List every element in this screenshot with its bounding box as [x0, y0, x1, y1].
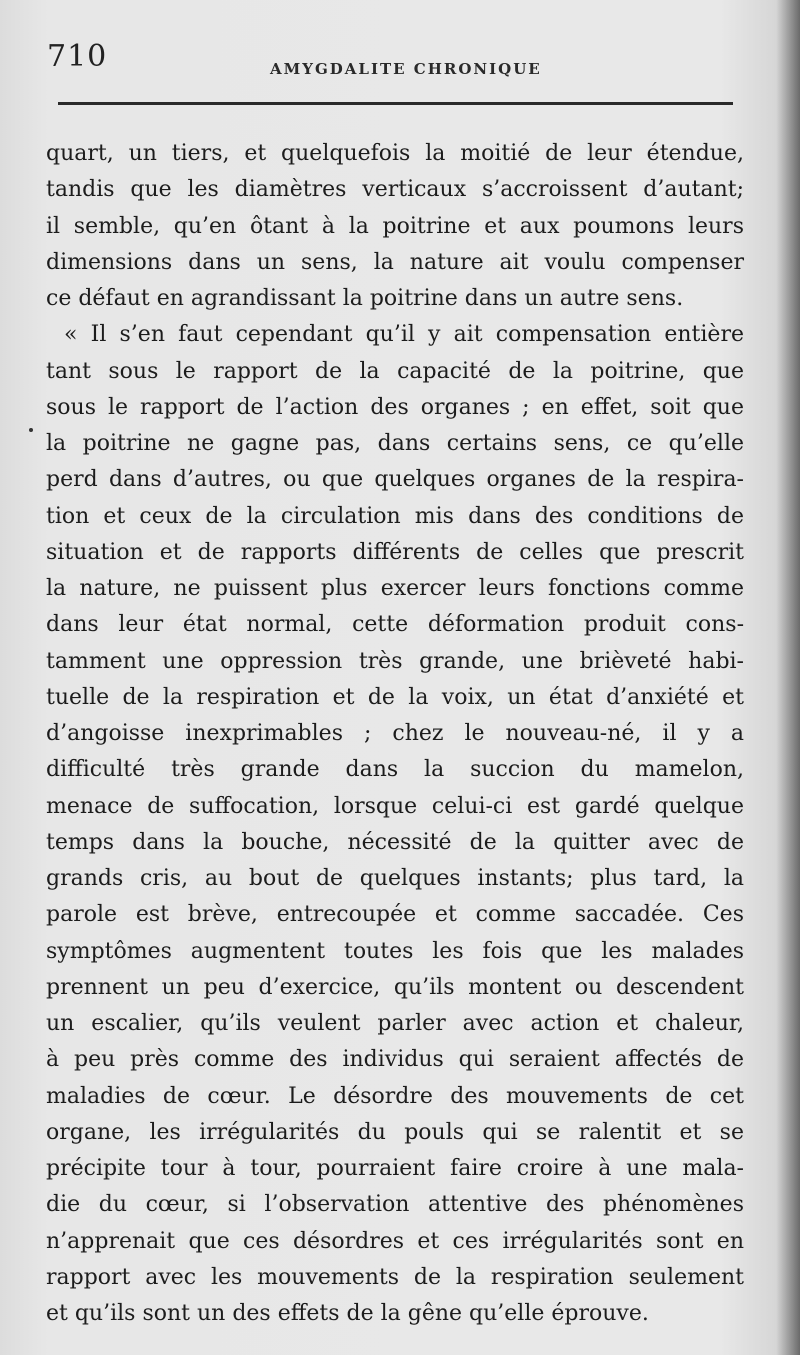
text-line: grands cris, au bout de quelques instants; plus tard, la	[46, 866, 744, 891]
text-line: ce défaut en agrandissant la poitrine dans un autre sens.	[46, 286, 684, 311]
text-line: maladies de cœur. Le désordre des mouvements de cet	[46, 1083, 744, 1109]
text-line: « Il s’en faut cependant qu’il y ait compensation entière	[64, 322, 744, 348]
text-line: parole est brève, entrecoupée et comme saccadée. Ces	[46, 902, 744, 928]
text-line: prennent un peu d’exercice, qu’ils montent ou descendent	[46, 974, 744, 1000]
text-line: temps dans la bouche, nécessité de la quitter avec de	[46, 829, 744, 855]
text-line: difficulté très grande dans la succion du mamelon,	[46, 757, 744, 783]
text-line: d’angoisse inexprimables ; chez le nouveau-né, il y a	[46, 721, 744, 746]
ink-speck	[29, 428, 33, 432]
text-line: n’apprenait que ces désordres et ces irrégularités sont en	[46, 1228, 744, 1254]
text-line: la poitrine ne gagne pas, dans certains sens, ce qu’elle	[46, 431, 744, 456]
text-line: la nature, ne puissent plus exercer leurs fonctions comme	[46, 576, 744, 601]
text-line: dimensions dans un sens, la nature ait voulu compenser	[46, 249, 744, 275]
text-line: précipite tour à tour, pourraient faire croire à une mala-	[46, 1156, 744, 1181]
text-line: à peu près comme des individus qui seraient affectés de	[46, 1047, 744, 1073]
text-line: un escalier, qu’ils veulent parler avec action et chaleur,	[46, 1011, 744, 1036]
text-line: situation et de rapports différents de celles que prescrit	[46, 539, 744, 565]
text-line: tuelle de la respiration et de la voix, un état d’anxiété et	[46, 684, 744, 710]
text-line: die du cœur, si l’observation attentive des phénomènes	[46, 1192, 744, 1218]
running-title: AMYGDALITE CHRONIQUE	[270, 60, 542, 78]
page-number: 710	[47, 39, 108, 74]
text-line: perd dans d’autres, ou que quelques organes de la respira-	[46, 467, 744, 493]
text-line: et qu’ils sont un des effets de la gêne qu’elle éprouve.	[46, 1301, 649, 1326]
text-line: tamment une oppression très grande, une brièveté habi-	[46, 648, 744, 674]
text-line: il semble, qu’en ôtant à la poitrine et aux poumons leurs	[46, 213, 744, 239]
text-line: organe, les irrégularités du pouls qui se ralentit et se	[46, 1119, 744, 1145]
text-line: tion et ceux de la circulation mis dans des conditions de	[46, 503, 744, 529]
header-rule	[58, 102, 733, 105]
body-text	[46, 136, 744, 1332]
text-line: tandis que les diamètres verticaux s’accroissent d’autant;	[46, 177, 744, 203]
text-line: menace de suffocation, lorsque celui-ci est gardé quelque	[46, 793, 744, 819]
text-line: tant sous le rapport de la capacité de la poitrine, que	[46, 358, 744, 384]
text-line: sous le rapport de l’action des organes ; en effet, soit que	[46, 394, 744, 420]
text-line: symptômes augmentent toutes les fois que les malades	[46, 938, 744, 964]
text-line: quart, un tiers, et quelquefois la moitié de leur étendue,	[46, 141, 744, 166]
text-line: dans leur état normal, cette déformation produit cons-	[46, 612, 744, 638]
text-line: rapport avec les mouvements de la respiration seulement	[46, 1264, 744, 1290]
